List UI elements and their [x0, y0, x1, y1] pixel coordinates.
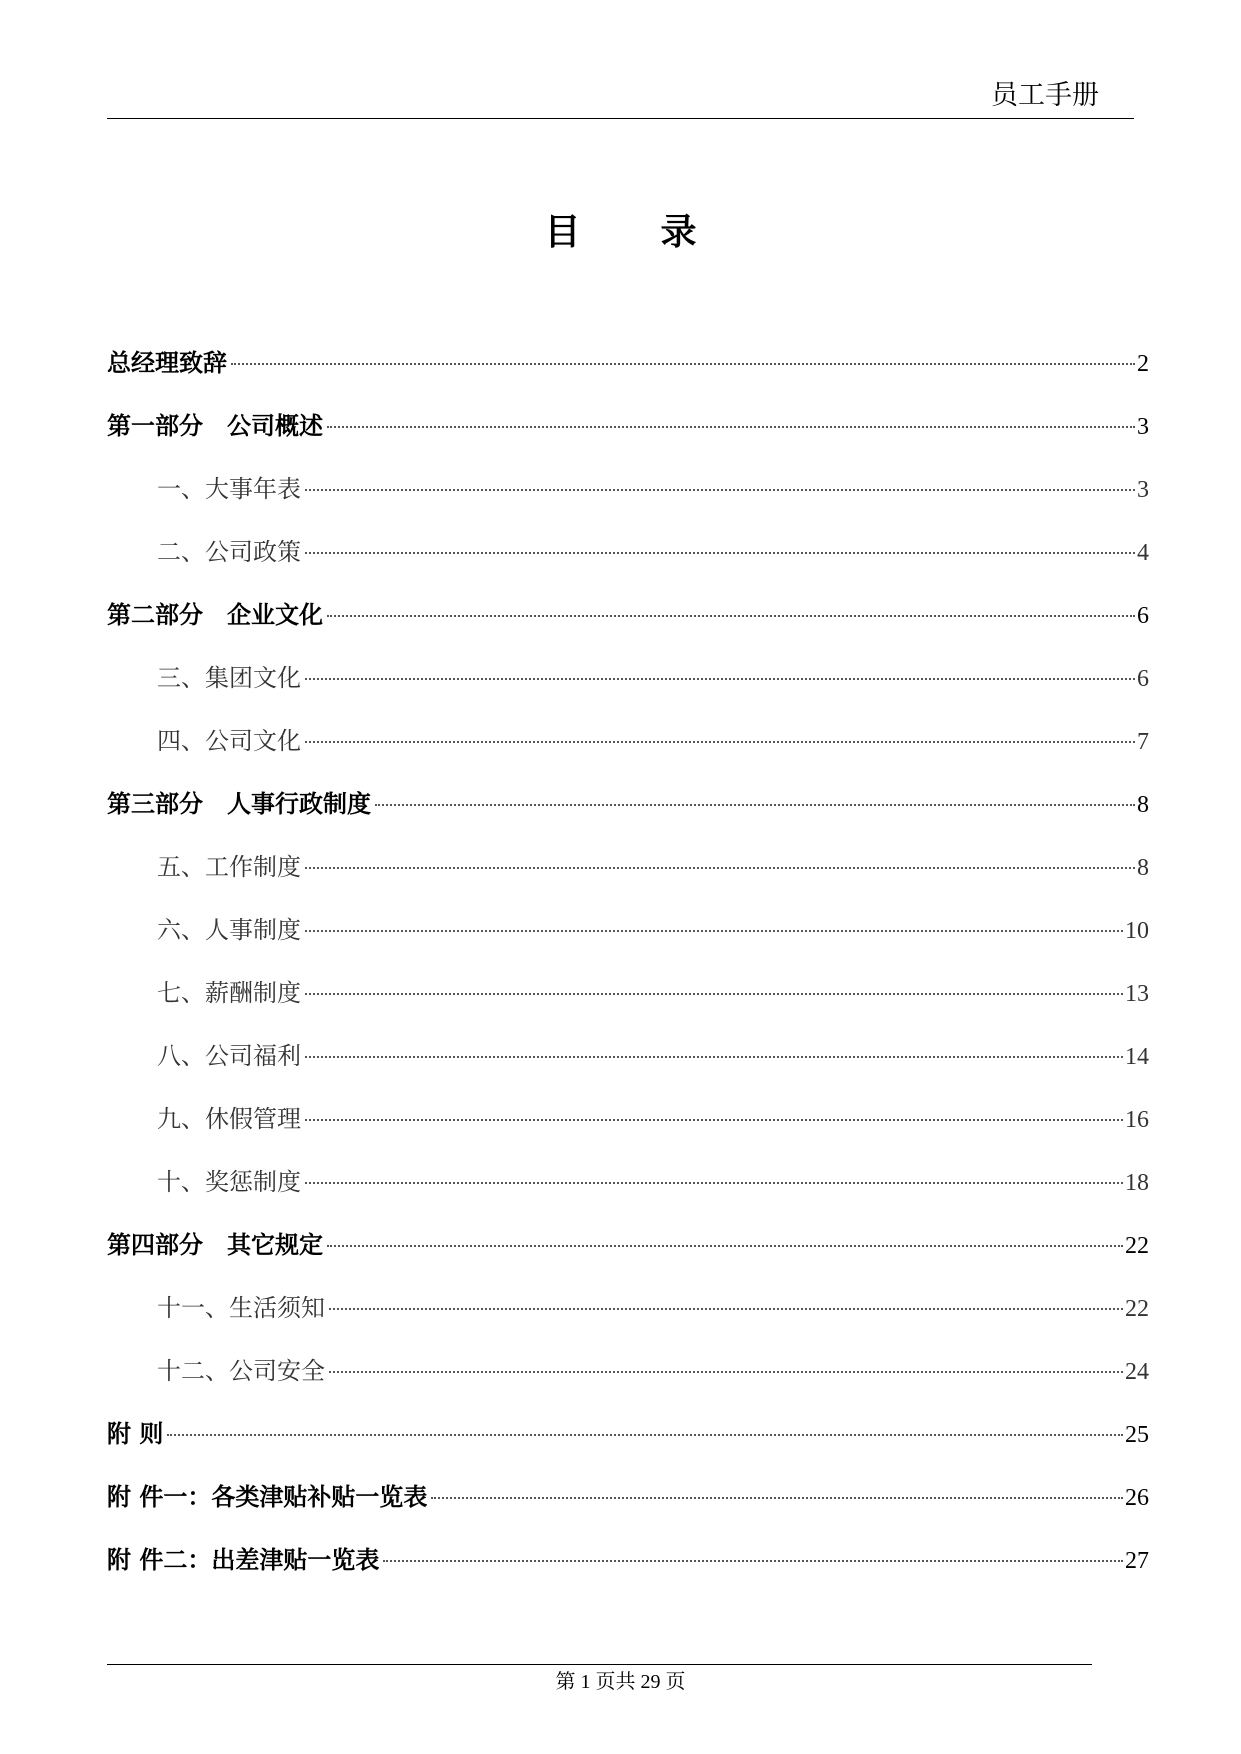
toc-entry-page: 18 [1125, 1170, 1149, 1196]
toc-entry-label: 第二部分 企业文化 [107, 601, 323, 629]
toc-entry-label: 七、薪酬制度 [157, 979, 301, 1007]
toc-dot-leader [431, 1497, 1123, 1499]
toc-entry[interactable] [107, 1288, 1149, 1351]
toc-entry-label: 四、公司文化 [157, 727, 301, 755]
toc-entry-label: 附 件二：出差津贴一览表 [107, 1546, 380, 1574]
toc-entry[interactable] [107, 595, 1149, 658]
toc-entry-label: 十、奖惩制度 [157, 1168, 301, 1196]
toc-entry-page: 2 [1137, 351, 1149, 377]
toc-dot-leader [167, 1434, 1123, 1436]
toc-entry-page: 16 [1125, 1107, 1149, 1133]
toc-entry[interactable] [107, 658, 1149, 721]
toc-entry[interactable] [107, 343, 1149, 406]
toc-entry-page: 22 [1125, 1233, 1149, 1259]
toc-dot-leader [383, 1560, 1123, 1562]
toc-entry[interactable] [107, 973, 1149, 1036]
toc-entry-label: 五、工作制度 [157, 853, 301, 881]
toc-entry[interactable] [107, 1225, 1149, 1288]
header-title: 员工手册 [991, 80, 1099, 111]
toc-entry-page: 7 [1137, 729, 1149, 755]
toc-dot-leader [305, 867, 1135, 869]
toc-dot-leader [231, 363, 1135, 365]
toc-entry-page: 6 [1137, 666, 1149, 692]
toc-entry-label: 第一部分 公司概述 [107, 412, 323, 440]
toc-entry-page: 14 [1125, 1044, 1149, 1070]
toc-dot-leader [305, 1119, 1123, 1121]
toc-entry-label: 第三部分 人事行政制度 [107, 790, 371, 818]
toc-dot-leader [305, 1056, 1123, 1058]
toc-dot-leader [327, 1245, 1123, 1247]
toc-entry-label: 附 则 [107, 1420, 164, 1448]
toc-entry[interactable] [107, 532, 1149, 595]
toc-dot-leader [375, 804, 1135, 806]
toc-dot-leader [305, 741, 1135, 743]
toc-entry[interactable] [107, 910, 1149, 973]
toc-entry-label: 八、公司福利 [157, 1042, 301, 1070]
toc-entry-page: 3 [1137, 414, 1149, 440]
toc-entry-label: 附 件一：各类津贴补贴一览表 [107, 1483, 428, 1511]
toc-dot-leader [305, 993, 1123, 995]
toc-entry[interactable] [107, 1477, 1149, 1540]
toc-entry-page: 8 [1137, 855, 1149, 881]
page-number: 第 1 页共 29 页 [555, 1671, 686, 1693]
toc-entry[interactable] [107, 1414, 1149, 1477]
toc-dot-leader [305, 1182, 1123, 1184]
toc-entry-label: 第四部分 其它规定 [107, 1231, 323, 1259]
toc-entry-label: 总经理致辞 [107, 349, 227, 377]
toc-entry-page: 26 [1125, 1485, 1149, 1511]
toc-entry[interactable] [107, 847, 1149, 910]
toc-entry-label: 十二、公司安全 [157, 1357, 325, 1385]
toc-entry[interactable] [107, 1540, 1149, 1603]
toc-entry-label: 六、人事制度 [157, 916, 301, 944]
toc-entry-label: 三、集团文化 [157, 664, 301, 692]
toc-entry[interactable] [107, 1099, 1149, 1162]
toc-entry[interactable] [107, 469, 1149, 532]
toc-entry-page: 22 [1125, 1296, 1149, 1322]
footer-divider [107, 1664, 1092, 1665]
toc-entry-label: 九、休假管理 [157, 1105, 301, 1133]
toc-entry[interactable] [107, 1162, 1149, 1225]
toc-entry-page: 10 [1125, 918, 1149, 944]
toc-entry-label: 一、大事年表 [157, 475, 301, 503]
toc-entry[interactable] [107, 721, 1149, 784]
toc-entry-page: 3 [1137, 477, 1149, 503]
table-of-contents [107, 343, 1149, 1603]
toc-entry-page: 25 [1125, 1422, 1149, 1448]
toc-entry-label: 十一、生活须知 [157, 1294, 325, 1322]
toc-entry-page: 24 [1125, 1359, 1149, 1385]
toc-entry-page: 6 [1137, 603, 1149, 629]
toc-entry-page: 8 [1137, 792, 1149, 818]
toc-entry[interactable] [107, 1036, 1149, 1099]
toc-dot-leader [305, 552, 1135, 554]
toc-entry-page: 27 [1125, 1548, 1149, 1574]
toc-entry[interactable] [107, 1351, 1149, 1414]
toc-dot-leader [305, 678, 1135, 680]
toc-entry[interactable] [107, 784, 1149, 847]
toc-dot-leader [329, 1371, 1123, 1373]
toc-dot-leader [327, 426, 1135, 428]
toc-entry-page: 4 [1137, 540, 1149, 566]
toc-entry-label: 二、公司政策 [157, 538, 301, 566]
toc-entry[interactable] [107, 406, 1149, 469]
toc-entry-page: 13 [1125, 981, 1149, 1007]
toc-title: 目录 [544, 212, 777, 253]
toc-dot-leader [327, 615, 1135, 617]
page-header [107, 78, 1134, 119]
toc-dot-leader [305, 930, 1123, 932]
toc-dot-leader [305, 489, 1135, 491]
toc-dot-leader [329, 1308, 1123, 1310]
